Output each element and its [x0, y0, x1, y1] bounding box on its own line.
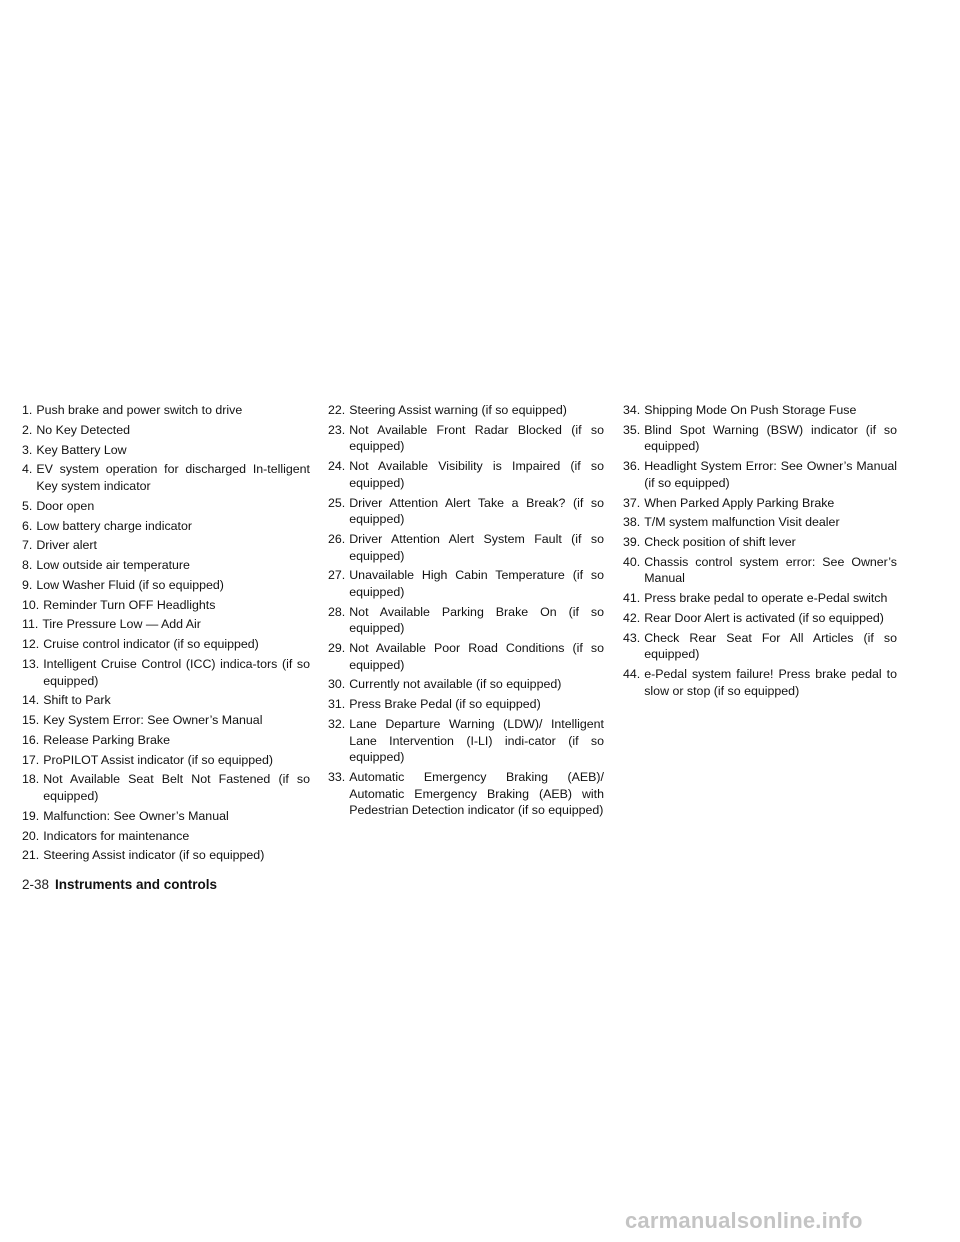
item-number: 31.: [328, 697, 346, 712]
list-item: [22, 692, 310, 709]
page-number: 2-38: [22, 877, 50, 892]
item-text: Check position of shift lever: [644, 535, 796, 550]
item-text: Press Brake Pedal (if so equipped): [349, 697, 541, 712]
item-text: Indicators for maintenance: [43, 828, 190, 843]
item-number: 30.: [328, 677, 346, 692]
list-item: [328, 769, 604, 819]
watermark: carmanualsonline.info: [625, 1208, 863, 1233]
list-item: [22, 597, 310, 614]
item-text: When Parked Apply Parking Brake: [644, 495, 835, 510]
list-item: [623, 610, 897, 627]
list-item: [623, 554, 897, 587]
section-title: Instruments and controls: [55, 877, 218, 892]
item-text: Push brake and power switch to drive: [36, 403, 243, 417]
item-number: 36.: [623, 459, 641, 474]
item-number: 22.: [328, 403, 346, 417]
item-number: 18.: [22, 772, 40, 787]
column-2: [328, 402, 604, 822]
list-item: [22, 828, 310, 845]
item-number: 6.: [22, 518, 33, 533]
item-text: Blind Spot Warning (BSW) indicator (if so equipped): [644, 422, 897, 454]
list-item: [328, 676, 604, 693]
item-number: 13.: [22, 656, 40, 671]
list-item: [22, 518, 310, 535]
item-text: Reminder Turn OFF Headlights: [43, 597, 216, 612]
list-item: [22, 498, 310, 515]
list-item: [22, 847, 310, 864]
list-item: [328, 531, 604, 564]
item-number: 1.: [22, 403, 33, 417]
page-footer: [22, 876, 217, 894]
list-item: [22, 442, 310, 459]
item-number: 40.: [623, 554, 641, 569]
item-text: Malfunction: See Owner’s Manual: [43, 808, 229, 823]
item-text: T/M system malfunction Visit dealer: [644, 515, 840, 530]
item-text: ProPILOT Assist indicator (if so equipped): [43, 752, 274, 767]
list-item: [623, 422, 897, 455]
item-number: 32.: [328, 716, 346, 731]
item-number: 17.: [22, 752, 40, 767]
list-item: [328, 402, 604, 419]
item-text: Door open: [36, 498, 95, 513]
list-item: [22, 656, 310, 689]
list-item: [328, 458, 604, 491]
item-number: 21.: [22, 848, 40, 863]
item-text: No Key Detected: [36, 422, 131, 437]
list-item: [22, 808, 310, 825]
item-text: Key System Error: See Owner’s Manual: [43, 713, 263, 728]
item-text: Driver Attention Alert System Fault (if so equipped): [349, 531, 604, 563]
list-item: [623, 458, 897, 491]
list-item: [328, 696, 604, 713]
item-text: Headlight System Error: See Owner’s Manual (if so equipped): [644, 459, 897, 490]
item-number: 7.: [22, 538, 33, 553]
list-item: [328, 422, 604, 455]
item-text: Tire Pressure Low — Add Air: [42, 617, 201, 632]
item-text: Driver alert: [36, 538, 97, 553]
item-number: 4.: [22, 462, 33, 477]
list-item: [22, 712, 310, 729]
item-text: Steering Assist warning (if so equipped): [349, 403, 567, 417]
item-number: 14.: [22, 693, 40, 708]
item-text: EV system operation for discharged In-telligent Key system indicator: [36, 462, 310, 493]
item-number: 26.: [328, 531, 346, 546]
item-number: 3.: [22, 442, 33, 457]
item-text: Driver Attention Alert Take a Break? (if so equipped): [349, 495, 604, 527]
list-item: [623, 590, 897, 607]
list-item: [328, 495, 604, 528]
item-text: Not Available Poor Road Conditions (if so equipped): [349, 641, 604, 672]
item-number: 25.: [328, 495, 346, 510]
item-number: 35.: [623, 422, 641, 437]
item-text: Not Available Seat Belt Not Fastened (if so equipped): [43, 772, 310, 804]
item-number: 44.: [623, 667, 641, 682]
item-text: Lane Departure Warning (LDW)/ Intelligent Lane Intervention (I-LI) indi-cator (if so equipped): [349, 716, 604, 765]
item-number: 34.: [623, 403, 641, 417]
item-text: Currently not available (if so equipped): [349, 677, 562, 692]
list-item: [22, 616, 310, 633]
item-text: Low outside air temperature: [36, 558, 190, 573]
column-3: [623, 402, 897, 703]
list-item: [328, 640, 604, 673]
item-number: 41.: [623, 591, 641, 606]
item-number: 16.: [22, 732, 40, 747]
list-item: [22, 752, 310, 769]
item-number: 39.: [623, 535, 641, 550]
item-text: Not Available Parking Brake On (if so equipped): [349, 604, 604, 636]
list-item: [22, 636, 310, 653]
item-text: e-Pedal system failure! Press brake pedal to slow or stop (if so equipped): [644, 667, 897, 698]
item-number: 42.: [623, 611, 641, 626]
list-item: [22, 422, 310, 439]
item-number: 29.: [328, 641, 346, 656]
list-item: [623, 514, 897, 531]
list-item: [328, 716, 604, 766]
list-item: [623, 495, 897, 512]
list-item: [22, 732, 310, 749]
list-item: [623, 630, 897, 663]
list-item: [22, 402, 310, 419]
item-number: 27.: [328, 568, 346, 583]
item-number: 38.: [623, 515, 641, 530]
item-number: 11.: [22, 617, 39, 632]
item-text: Automatic Emergency Braking (AEB)/ Automatic Emergency Braking (AEB) with Pedestrian Detection indicator (if so equipped): [349, 769, 604, 818]
item-number: 28.: [328, 604, 346, 619]
list-item: [22, 771, 310, 804]
item-text: Rear Door Alert is activated (if so equipped): [644, 611, 884, 626]
item-text: Low Washer Fluid (if so equipped): [36, 577, 224, 592]
list-item: [623, 666, 897, 699]
item-text: Release Parking Brake: [43, 732, 170, 747]
column-1: [22, 402, 310, 867]
item-text: Cruise control indicator (if so equipped): [43, 637, 259, 652]
item-number: 23.: [328, 422, 346, 437]
item-text: Key Battery Low: [36, 442, 127, 457]
item-number: 20.: [22, 828, 40, 843]
item-text: Shipping Mode On Push Storage Fuse: [644, 403, 857, 417]
list-item: [328, 567, 604, 600]
item-text: Not Available Front Radar Blocked (if so equipped): [349, 422, 604, 454]
item-number: 19.: [22, 808, 40, 823]
item-text: Press brake pedal to operate e-Pedal switch: [644, 591, 888, 606]
list-item: [623, 534, 897, 551]
list-item: [22, 577, 310, 594]
item-number: 33.: [328, 769, 346, 784]
item-text: Check Rear Seat For All Articles (if so equipped): [644, 630, 897, 662]
item-number: 9.: [22, 577, 33, 592]
item-number: 12.: [22, 637, 40, 652]
item-number: 10.: [22, 597, 40, 612]
item-number: 37.: [623, 495, 641, 510]
item-text: Steering Assist indicator (if so equipped): [43, 848, 265, 863]
list-item: [22, 537, 310, 554]
list-item: [22, 557, 310, 574]
item-number: 15.: [22, 713, 40, 728]
item-number: 8.: [22, 558, 33, 573]
item-text: Not Available Visibility is Impaired (if so equipped): [349, 459, 604, 490]
list-item: [623, 402, 897, 419]
item-text: Intelligent Cruise Control (ICC) indica-tors (if so equipped): [43, 656, 310, 688]
item-text: Shift to Park: [43, 693, 111, 708]
item-number: 24.: [328, 459, 346, 474]
list-item: [328, 604, 604, 637]
item-number: 2.: [22, 422, 33, 437]
item-text: Low battery charge indicator: [36, 518, 193, 533]
item-text: Chassis control system error: See Owner’s Manual: [644, 554, 897, 586]
item-number: 5.: [22, 498, 33, 513]
list-item: [22, 461, 310, 494]
item-text: Unavailable High Cabin Temperature (if so equipped): [349, 568, 604, 599]
item-number: 43.: [623, 630, 641, 645]
